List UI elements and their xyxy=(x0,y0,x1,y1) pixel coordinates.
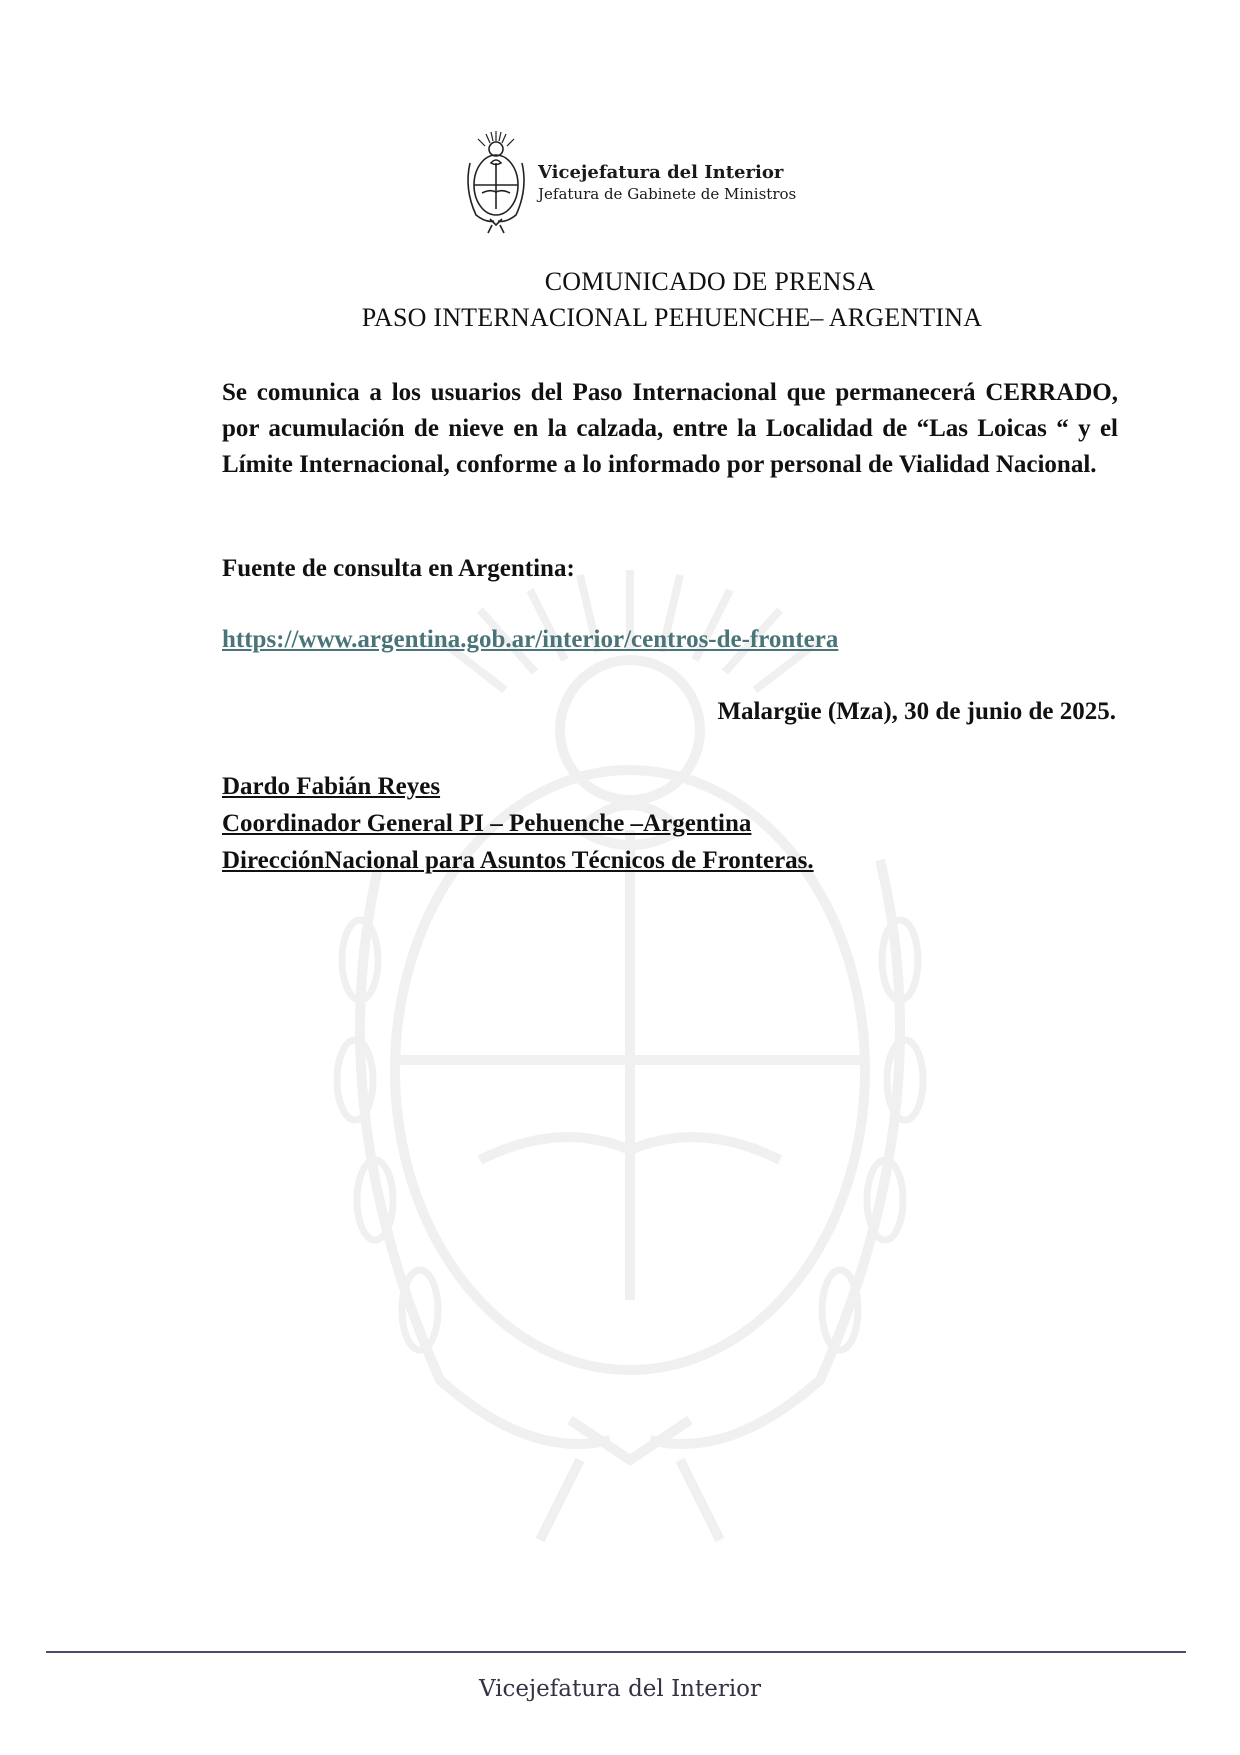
signature-block xyxy=(222,768,814,879)
letterhead xyxy=(462,128,796,238)
letterhead-text xyxy=(538,162,796,204)
letterhead-title: Vicejefatura del Interior xyxy=(538,162,784,183)
footer-text: Vicejefatura del Interior xyxy=(478,1676,762,1702)
announcement-paragraph: Se comunica a los usuarios del Paso Internacional que permanecerá CERRADO, por acumulación de nieve en la calzada, entre la Localidad de “Las Loicas “ y el Límite Internacional, conforme a lo informado por personal de Vialidad Nacional. xyxy=(222,379,1118,478)
document-title: COMUNICADO DE PRENSA xyxy=(544,267,876,296)
document-subtitle: PASO INTERNACIONAL PEHUENCHE– ARGENTINA xyxy=(361,303,983,332)
footer-divider xyxy=(46,1651,1186,1653)
letterhead-subtitle: Jefatura de Gabinete de Ministros xyxy=(538,185,797,203)
signatory-office: DirecciónNacional para Asuntos Técnicos de Fronteras. xyxy=(222,847,814,874)
source-link[interactable]: https://www.argentina.gob.ar/interior/centros-de-frontera xyxy=(222,626,839,653)
signatory-name: Dardo Fabián Reyes xyxy=(222,773,441,800)
source-label: Fuente de consulta en Argentina: xyxy=(222,555,575,582)
coat-of-arms-icon xyxy=(462,129,530,237)
date-line: Malargüe (Mza), 30 de junio de 2025. xyxy=(717,698,1116,725)
signatory-role: Coordinador General PI – Pehuenche –Argentina xyxy=(222,810,752,837)
